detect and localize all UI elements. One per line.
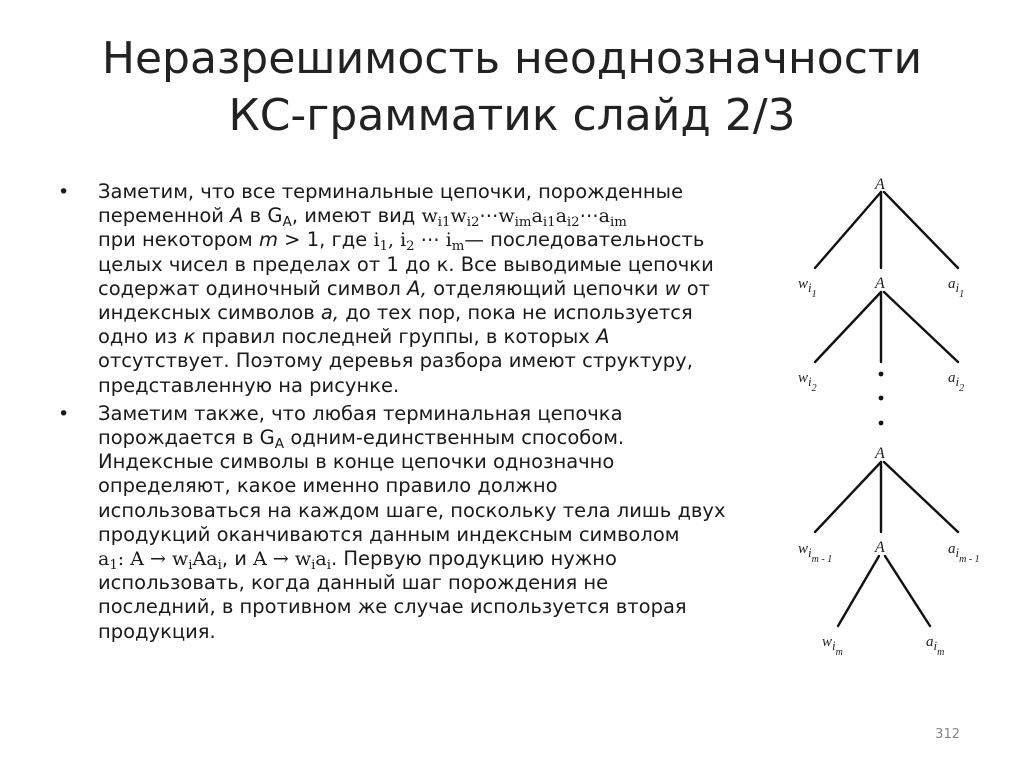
tree-edge <box>885 556 930 626</box>
text-line: последний, в противном же случае используется вторая <box>98 595 687 619</box>
page-number: 312 <box>935 727 960 742</box>
text-line: переменной A в $G_A$, имеют вид $w_{i1}w_{i2}\cdots w_{im}a_{i1}a_{i2}\cdots a_{im}$ <box>98 204 627 231</box>
tree-node-A: A <box>875 445 885 462</box>
tree-leaf-w: $wi_2$ <box>798 370 817 394</box>
title-line-2: КС-грамматик слайд 2/3 <box>228 90 796 141</box>
tree-node-A: A <box>875 539 885 556</box>
text-line: Заметим, что все терминальные цепочки, порожденные <box>98 180 684 203</box>
title-line-1: Неразрешимость неоднозначности <box>101 33 923 84</box>
text-line: использоваться на каждом шаге, поскольку тела лишь двух <box>98 498 726 522</box>
formula-rule-2: $A \to w_ia_i$ <box>253 548 331 574</box>
text-line: порождается в $G_A$ одним-единственным способом. <box>98 426 625 453</box>
formula-rule-1: $a_1$: $A \to w_iAa_i$ <box>98 548 222 574</box>
tree-edge <box>884 192 958 268</box>
tree-edge <box>838 556 879 626</box>
text-line: одно из к правил последней группы, в которых A <box>98 325 610 349</box>
tree-leaf-w: $wi_1$ <box>798 276 817 300</box>
tree-leaf-a: $ai_{m - 1}$ <box>948 541 980 565</box>
text-line: содержат одиночный символ A, отделяющий цепочки w от <box>98 276 711 300</box>
parse-tree-diagram <box>790 170 990 670</box>
bullet-item-1 <box>58 180 758 398</box>
tree-node-A: A <box>875 176 885 193</box>
text-line: Заметим также, что любая терминальная цепочка <box>98 401 623 425</box>
text-line: представленную на рисунке. <box>98 373 400 397</box>
tree-edge <box>815 462 881 532</box>
ellipsis-dot <box>879 396 884 401</box>
tree-edge <box>815 192 881 268</box>
text-line: целых чисел в пределах от 1 до к. Все выводимые цепочки <box>98 252 714 276</box>
text-line: определяют, какое именно правило должно <box>98 474 558 498</box>
tree-leaf-w: $wi_{m - 1}$ <box>798 541 833 565</box>
tree-edge <box>884 292 958 362</box>
text-line: $a_1$: $A \to w_iAa_i$, и $A \to w_ia_i$. Первую продукцию нужно <box>98 547 617 574</box>
text-line: при некотором m > 1, где $i_1$, $i_2$ ⋯ $i_m—$ последовательность <box>98 228 705 255</box>
text-line: использовать, когда данный шаг порождения не <box>98 571 609 595</box>
formula-indices: $i_1$, $i_2$ ⋯ $i_m$ <box>373 229 465 255</box>
slide-title <box>40 30 984 144</box>
bullet-list <box>58 180 758 644</box>
text-line: отсутствует. Поэтому деревья разбора имеют структуру, <box>98 349 693 373</box>
tree-leaf-a: $ai_2$ <box>948 370 965 394</box>
tree-leaf-a: $ai_1$ <box>948 276 965 300</box>
text-line: продукций оканчиваются данным индексным символом <box>98 522 680 546</box>
tree-leaf-a: $ai_m$ <box>926 634 945 658</box>
tree-leaf-w: $wi_m$ <box>822 634 843 658</box>
bullet-dot-icon: • <box>58 181 70 203</box>
ellipsis-dot <box>879 372 884 377</box>
text-line: индексных символов a, до тех пор, пока не используется <box>98 301 693 325</box>
ellipsis-dot <box>879 421 884 426</box>
tree-edge <box>815 292 881 362</box>
text-line: Индексные символы в конце цепочки однозначно <box>98 450 615 474</box>
bullet-item-2 <box>58 402 758 644</box>
text-line: продукция. <box>98 619 216 643</box>
formula-string: $w_{i1}w_{i2}\cdots w_{im}a_{i1}a_{i2}\cdots a_{im}$ <box>421 205 627 231</box>
tree-node-A: A <box>875 275 885 292</box>
bullet-dot-icon: • <box>58 402 70 425</box>
tree-edge <box>884 462 958 532</box>
